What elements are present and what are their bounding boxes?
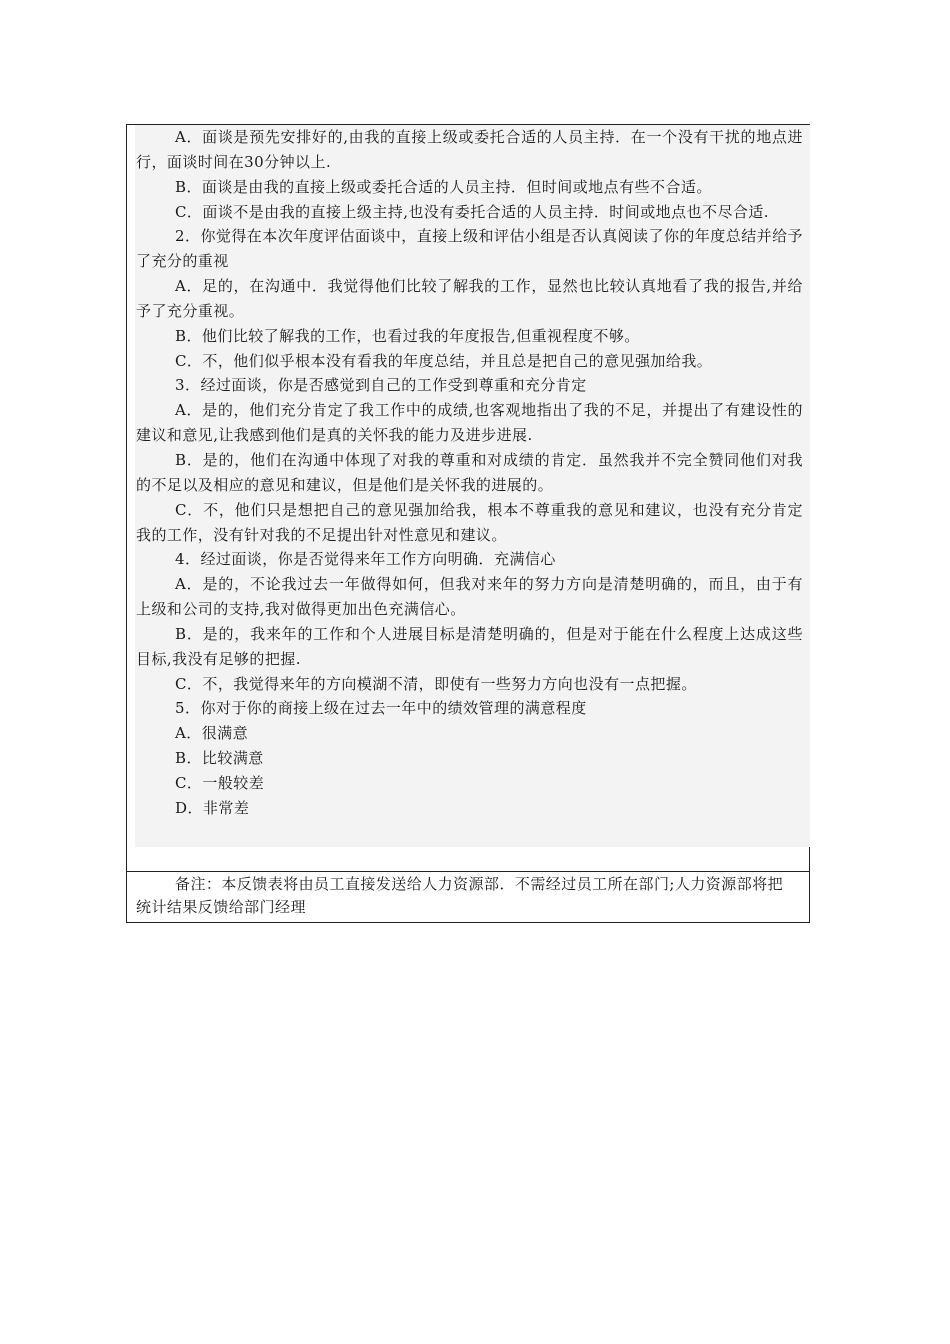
feedback-form-table — [126, 124, 810, 923]
q3-option-a: A．是的，他们充分肯定了我工作中的成绩,也客观地指出了我的不足，并提出了有建设性的建议和意见,让我感到他们是真的关怀我的能力及进步进展. — [136, 401, 803, 445]
q3-option-b: B．是的，他们在沟通中体现了对我的尊重和对成绩的肯定．虽然我并不完全赞同他们对我的不足以及相应的意见和建议，但是他们是关怀我的进展的。 — [136, 450, 803, 494]
survey-content — [127, 125, 809, 821]
q4-option-b: B．是的，我来年的工作和个人进展目标是清楚明确的，但是对于能在什么程度上达成这些目标,我没有足够的把握. — [136, 624, 803, 668]
remarks-cell — [127, 872, 809, 922]
q5-option-d: D．非常差 — [175, 798, 250, 817]
q4-option-a: A．是的，不论我过去一年做得如何，但我对来年的努力方向是清楚明确的，而且，由于有上级和公司的支持,我对做得更加出色充满信心。 — [136, 575, 803, 619]
question-2: 2．你觉得在本次年度评估面谈中，直接上级和评估小组是否认真阅读了你的年度总结并给予了充分的重视 — [136, 227, 803, 271]
q3-option-c: C．不，他们只是想把自己的意见强加给我，根本不尊重我的意见和建议，也没有充分肯定我的工作，没有针对我的不足提出针对性意见和建议。 — [136, 500, 803, 544]
question-3: 3．经过面谈，你是否感觉到自己的工作受到尊重和充分肯定 — [175, 376, 587, 395]
q1-option-c: C．面谈不是由我的直接上级主持,也没有委托合适的人员主持．时间或地点也不尽合适. — [175, 202, 770, 221]
question-4: 4．经过面谈，你是否觉得来年工作方向明确．充满信心 — [175, 550, 556, 569]
question-5: 5．你对于你的商接上级在过去一年中的绩效管理的满意程度 — [175, 699, 587, 718]
q2-option-b: B．他们比较了解我的工作，也看过我的年度报告,但重视程度不够。 — [175, 326, 640, 345]
q5-option-a: A．很满意 — [175, 724, 249, 743]
q1-option-b: B．面谈是由我的直接上级或委托合适的人员主持．但时间或地点有些不合适。 — [175, 177, 712, 196]
q5-option-b: B．比较满意 — [175, 749, 264, 768]
q5-option-c: C．一般较差 — [175, 773, 265, 792]
q1-option-a: A．面谈是预先安排好的,由我的直接上级或委托合适的人员主持．在一个没有干扰的地点进行，面谈时间在30分钟以上. — [136, 128, 803, 171]
q4-option-c: C．不，我觉得来年的方向模湖不清，即使有一些努力方向也没有一点把握。 — [175, 674, 697, 693]
survey-questions-cell — [127, 125, 809, 872]
remarks-text: 备注：本反馈表将由员工直接发送给人力资源部．不需经过员工所在部门;人力资源部将把统计结果反馈给部门经理 — [136, 875, 784, 916]
q2-option-a: A．足的，在沟通中．我觉得他们比较了解我的工作，显然也比较认真地看了我的报告,并给予了充分重视。 — [136, 277, 803, 320]
q2-option-c: C．不，他们似乎根本没有看我的年度总结，并且总是把自己的意见强加给我。 — [175, 351, 713, 370]
